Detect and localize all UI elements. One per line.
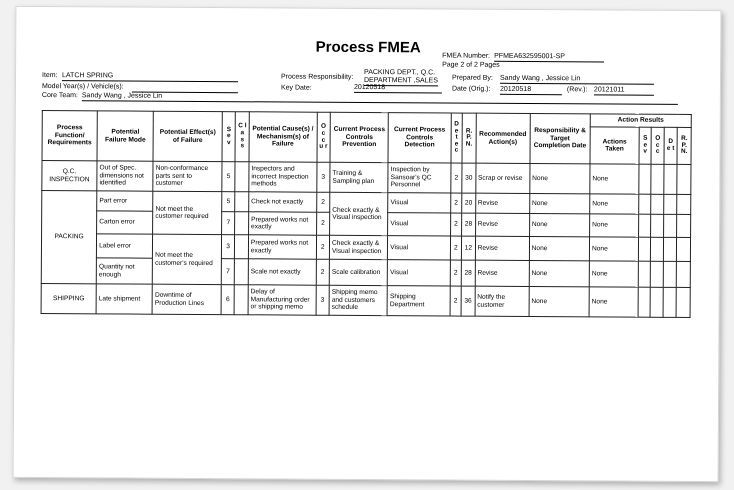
item-label: Item:	[42, 72, 58, 80]
class-cell	[235, 192, 249, 212]
col-failure-mode: Potential Failure Mode	[97, 111, 153, 161]
detec-cell: 2	[450, 163, 462, 193]
actions-taken-cell: None	[590, 194, 639, 214]
rev-label: (Rev.):	[566, 86, 588, 94]
key-date-value: 20120518	[354, 84, 442, 94]
responsibility-cell: None	[529, 193, 589, 213]
ar-sev-cell	[638, 261, 651, 287]
recommended-cell: Revise	[475, 213, 529, 236]
col-detection: Current Process Controls Detection	[388, 113, 451, 163]
col-ar-rpn: R. P. N.	[677, 127, 691, 164]
responsibility-cell: None	[529, 260, 589, 286]
process-cell: SHIPPING	[41, 284, 96, 314]
sev-cell: 5	[222, 162, 236, 192]
prevention-cell: Check exactly & Visual inspection	[330, 192, 388, 235]
failure-mode-cell: Out of Spec. dimensions not identified	[97, 161, 153, 191]
ar-sev-cell	[638, 237, 651, 261]
sev-cell: 7	[221, 212, 235, 235]
detection-cell: Visual	[388, 213, 451, 236]
recommended-cell: Scrap or revise	[475, 163, 529, 193]
failure-mode-cell: Late shipment	[96, 284, 152, 314]
detec-cell: 2	[450, 286, 462, 316]
ar-occ-cell	[651, 261, 664, 287]
ar-sev-cell	[639, 164, 652, 194]
detec-cell: 2	[450, 260, 462, 286]
fmea-number-value: PFMEA632595001-SP	[494, 53, 604, 63]
responsibility-cell: None	[529, 286, 589, 316]
detec-cell: 2	[450, 213, 462, 236]
class-cell	[235, 235, 249, 259]
cause-cell: Delay of Manufacturing order or shipping memo	[248, 285, 316, 315]
detection-cell: Visual	[388, 193, 451, 213]
process-cell: PACKING	[41, 191, 97, 284]
prevention-cell: Training & Sampling plan	[330, 162, 388, 192]
ar-det-cell	[664, 164, 678, 194]
ar-occ-cell	[650, 287, 663, 317]
responsibility-cell: None	[529, 236, 589, 260]
ar-rpn-cell	[677, 261, 691, 287]
col-sev: S e v	[222, 112, 236, 162]
col-detec: D e t e c	[451, 113, 463, 163]
ar-det-cell	[663, 287, 677, 317]
rpn-cell: 30	[462, 163, 476, 193]
actions-taken-cell: None	[589, 287, 638, 317]
process-responsibility-label: Process Responsibility:	[280, 73, 354, 81]
col-rpn: R. P. N.	[462, 113, 476, 163]
detec-cell: 2	[450, 193, 462, 213]
occur-cell: 2	[316, 235, 330, 259]
actions-taken-cell: None	[590, 214, 639, 237]
col-process: Process Function/ Requirements	[42, 111, 97, 161]
class-cell	[235, 259, 249, 285]
key-date-label: Key Date:	[280, 84, 312, 92]
rev-value: 20121011	[594, 86, 654, 95]
ar-sev-cell	[638, 287, 651, 317]
detection-cell: Inspection by Sansoar's QC Personnel	[388, 163, 451, 193]
col-class: C l a s s	[235, 112, 249, 162]
occur-cell: 3	[316, 285, 330, 315]
prepared-by-label: Prepared By:	[451, 74, 493, 82]
date-orig-label: Date (Orig.):	[451, 85, 491, 93]
recommended-cell: Revise	[475, 236, 529, 260]
ar-rpn-cell	[677, 214, 691, 237]
cause-cell: Prepared works not exactly	[248, 212, 316, 235]
occur-cell: 3	[316, 162, 330, 192]
table-row	[41, 284, 690, 318]
col-responsibility: Responsibility & Target Completion Date	[530, 113, 591, 163]
fmea-table	[41, 110, 692, 318]
failure-mode-cell: Part error	[97, 191, 153, 211]
process-cell: Q.C. INSPECTION	[42, 161, 97, 191]
cause-cell: Scale not exactly	[248, 259, 316, 285]
rpn-cell: 20	[462, 193, 476, 213]
responsibility-cell: None	[530, 163, 590, 193]
prepared-by-value: Sandy Wang , Jessice Lin	[500, 75, 654, 85]
class-cell	[234, 285, 248, 315]
core-team-value: Sandy Wang , Jessice Lin	[82, 92, 678, 105]
responsibility-cell: None	[529, 213, 589, 236]
ar-det-cell	[663, 237, 677, 261]
ar-det-cell	[663, 214, 677, 237]
effect-cell: Non-conformance parts sent to customer	[153, 161, 222, 191]
col-action-results: Action Results	[590, 114, 691, 128]
recommended-cell: Notify the customer	[475, 286, 529, 316]
col-recommended: Recommended Action(s)	[476, 113, 530, 163]
ar-occ-cell	[651, 194, 664, 214]
detection-cell: Shipping Department	[387, 286, 450, 316]
col-ar-occ: O c c	[651, 127, 664, 164]
prevention-cell: Scale calibration	[329, 259, 387, 285]
col-occur: O c c u r	[317, 112, 331, 162]
occur-cell: 2	[316, 192, 330, 212]
detection-cell: Visual	[388, 236, 451, 260]
class-cell	[235, 162, 249, 192]
ar-rpn-cell	[677, 164, 691, 194]
sev-cell: 7	[221, 259, 235, 285]
ar-occ-cell	[651, 237, 664, 261]
ar-rpn-cell	[676, 287, 690, 317]
col-causes: Potential Cause(s) / Mechanism(s) of Failure	[249, 112, 317, 162]
occur-cell: 2	[316, 212, 330, 235]
failure-mode-cell: Label error	[97, 234, 153, 258]
fmea-document	[13, 6, 722, 482]
ar-occ-cell	[651, 214, 664, 237]
core-team-label: Core Team:	[41, 92, 78, 100]
table-row	[42, 161, 691, 195]
ar-sev-cell	[638, 214, 651, 237]
item-value: LATCH SPRING	[62, 72, 238, 82]
failure-mode-cell: Quantity not enough	[96, 258, 152, 284]
ar-det-cell	[663, 261, 677, 287]
ar-det-cell	[664, 194, 678, 214]
sev-cell: 6	[221, 285, 235, 315]
prevention-cell: Check exactly & Visual inspection	[329, 235, 387, 259]
page-info: Page 2 of 2 Pages	[442, 61, 500, 69]
process-responsibility-value: PACKING DEPT., Q.C. DEPARTMENT ,SALES	[364, 69, 438, 86]
rpn-cell: 28	[461, 260, 475, 286]
col-prevention: Current Process Controls Prevention	[330, 112, 389, 162]
cause-cell: Prepared works not exactly	[248, 235, 316, 259]
model-year-label: Model Year(s) / Vehicle(s):	[41, 83, 124, 91]
fmea-number-label: FMEA Number:	[442, 52, 491, 60]
rpn-cell: 36	[461, 286, 475, 316]
ar-rpn-cell	[677, 237, 691, 261]
actions-taken-cell: None	[590, 164, 639, 194]
cause-cell: Check not exactly	[249, 192, 317, 212]
col-actions-taken: Actions Taken	[590, 127, 639, 164]
effect-cell: Not meet the customer required	[153, 191, 222, 234]
sev-cell: 5	[222, 192, 236, 212]
document-title: Process FMEA	[315, 38, 421, 57]
occur-cell: 2	[316, 259, 330, 285]
failure-mode-cell: Carton error	[97, 211, 153, 234]
ar-sev-cell	[639, 194, 652, 214]
ar-occ-cell	[651, 164, 664, 194]
cause-cell: Inspectors and incorrect Inspection methods	[249, 162, 317, 192]
actions-taken-cell: None	[589, 237, 638, 261]
class-cell	[235, 212, 249, 235]
recommended-cell: Revise	[475, 260, 529, 286]
recommended-cell: Revise	[475, 193, 529, 213]
sev-cell: 3	[221, 235, 235, 259]
col-ar-sev: S e v	[639, 127, 652, 164]
rpn-cell: 12	[462, 236, 476, 260]
date-orig-value: 20120518	[500, 86, 562, 95]
rpn-cell: 28	[462, 213, 476, 236]
detec-cell: 2	[450, 236, 462, 260]
actions-taken-cell: None	[589, 261, 638, 287]
detection-cell: Visual	[388, 260, 451, 286]
col-ar-det: D e t	[664, 127, 678, 164]
prevention-cell: Shipping memo and customers schedule	[329, 285, 387, 315]
col-effects: Potential Effect(s) of Failure	[153, 111, 222, 161]
table-row	[41, 258, 690, 288]
ar-rpn-cell	[677, 194, 691, 214]
effect-cell: Not meet the customer's required	[153, 234, 222, 284]
effect-cell: Downtime of Production Lines	[152, 284, 221, 314]
